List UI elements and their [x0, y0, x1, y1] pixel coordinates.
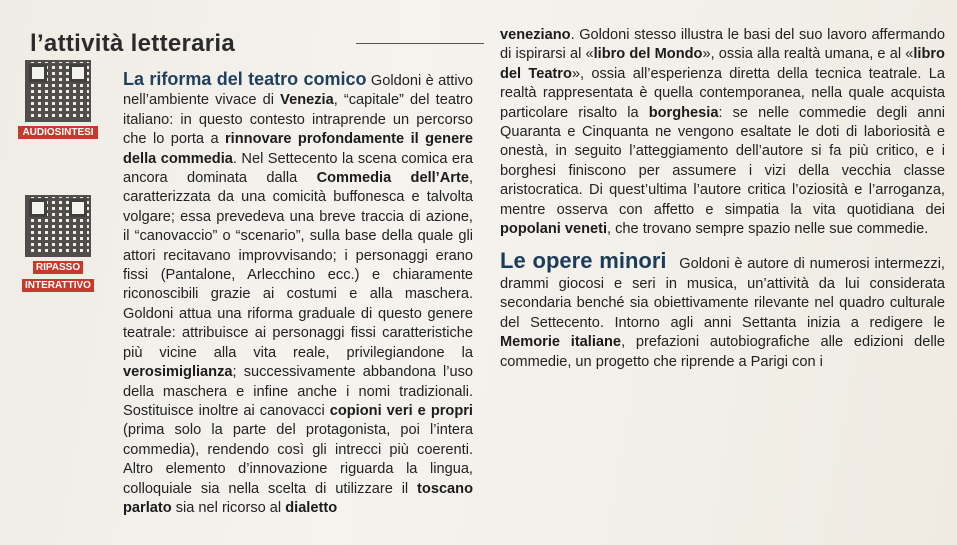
text: sia nel ricorso al	[171, 499, 286, 516]
text: : se nelle commedie degli anni Quaranta e Cinquanta ne vengono esaltate le doti di laboriosità e onestà, in seguito l’atteggiamento dell’autore si fa più critico, e i borghesi finiscono per assumere i vizi della vecchia classe aristocratica. Di quest’ultima l’autore critica l’oziosità e l’arroganza, mentre osserva con affetto e simpatia la vita quotidiana dei	[500, 104, 945, 218]
bold-term: Venezia	[280, 92, 334, 109]
bold-term: libro del Mondo	[593, 46, 703, 63]
paragraph-heading: La riforma del teatro comico	[123, 69, 367, 89]
review-badge-1[interactable]: RIPASSO	[33, 261, 83, 274]
bold-term: Memorie italiane	[500, 334, 622, 351]
bold-term: Commedia dell’Arte	[316, 170, 469, 187]
bold-term: copioni veri e propri	[329, 402, 473, 419]
bold-term: borghesia	[648, 104, 719, 121]
left-column	[123, 70, 473, 540]
right-column	[500, 26, 945, 372]
bold-term: libro del Teatro	[500, 46, 945, 82]
text: , caratterizzata da una comicità buffonesca e talvolta volgare; essa prevedeva una breve traccia di azione, il “canovaccio” o “scenario”, sulla base della quale gli attori recitavano improvvisando; i personaggi erano fissi (Pantalone, Arlecchino ecc.) e chiaramente riconoscibili grazie ai costumi e alla maschera. Goldoni attua una riforma graduale di questo genere teatrale: attribuisce ai personaggi fissi caratteristiche più vicine alla vita reale, privilegiandone la	[123, 170, 473, 361]
section-title: l’attività letteraria	[30, 30, 236, 57]
bold-term: popolani veneti	[500, 221, 608, 238]
text: . Goldoni stesso illustra le basi del suo lavoro affermando di ispirarsi al «	[500, 27, 945, 63]
text: , che trovano sempre spazio nelle sue commedie.	[607, 221, 929, 238]
text: , prefazioni autobiografiche alle edizioni delle commedie, un progetto che riprende a Parigi con i	[500, 334, 945, 370]
bold-term: verosimiglianza	[123, 364, 233, 381]
title-rule	[356, 43, 484, 44]
text: », ossia alla realtà umana, e al «	[702, 46, 914, 63]
left-paragraph	[123, 70, 473, 518]
text: », ossia all’esperienza diretta della tecnica teatrale. La realtà rappresentata è quella contemporanea, nella quale acquista particolare risalto la	[500, 65, 945, 121]
text: (prima solo la parte del protagonista, poi l’intera commedia), rendendo così gli intrecci più coerenti. Altro elemento d’innovazione riguarda la lingua, colloquiale sia nella scelta di utilizzare il	[123, 422, 473, 497]
audio-summary-block[interactable]	[8, 60, 108, 140]
bold-term: veneziano	[500, 27, 571, 43]
bold-term: rinnovare profondamente il genere della commedia	[123, 131, 473, 167]
review-block[interactable]	[8, 195, 108, 293]
right-paragraph-1	[500, 26, 945, 239]
qr-code-icon[interactable]	[25, 60, 91, 122]
bold-term: toscano parlato	[123, 480, 473, 516]
paragraph-heading: Le opere minori	[500, 248, 667, 274]
right-paragraph-2	[500, 248, 945, 371]
text: Goldoni è autore di numerosi intermezzi, drammi giocosi e seri in musica, un’attività da lui considerata secondaria benché sia obiettivamente rilevante nel quadro culturale del Settecento. Intorno agli anni Settanta inizia a redigere le	[500, 256, 945, 331]
text: ; successivamente abbandona l’uso della maschera e infine anche i nomi tradizionali. Sostituisce inoltre ai canovacci	[123, 364, 473, 419]
qr-code-icon[interactable]	[25, 195, 91, 257]
bold-term: dialetto	[285, 499, 338, 516]
text: . Nel Settecento la scena comica era ancora dominata dalla	[123, 150, 473, 187]
text: Goldoni è attivo nell’ambiente vivace di	[123, 73, 474, 109]
review-badge-2[interactable]: INTERATTIVO	[22, 279, 94, 292]
audio-summary-badge[interactable]: AUDIOSINTESI	[18, 126, 97, 139]
text: , “capitale” del teatro italiano: in questo contesto intraprende un percorso che lo porta a	[123, 92, 473, 148]
